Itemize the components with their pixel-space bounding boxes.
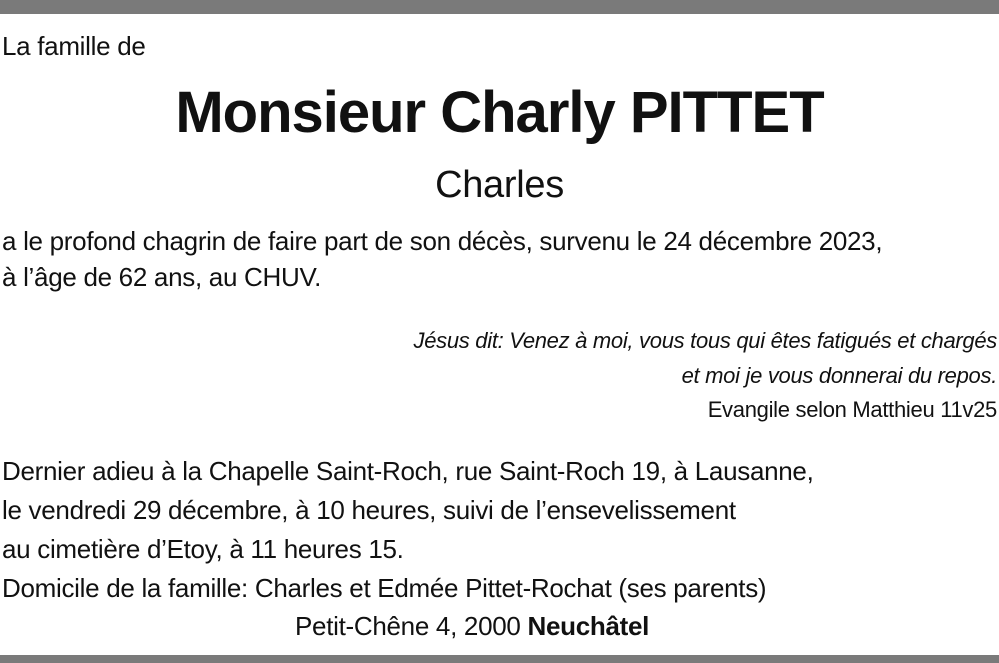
verse-source: Evangile selon Matthieu 11v25: [707, 397, 997, 422]
verse-line-2: et moi je vous donnerai du repos.: [681, 363, 997, 388]
deceased-nickname: Charles: [435, 164, 564, 206]
ceremony-line-2: le vendredi 29 décembre, à 10 heures, suivi de l’ensevelissement: [2, 495, 736, 525]
bottom-border: [0, 655, 999, 663]
domicile-address-line: [295, 611, 649, 641]
domicile-city: Neuchâtel: [527, 611, 650, 641]
top-border: [0, 0, 999, 14]
announcement-line-2: à l’âge de 62 ans, au CHUV.: [2, 262, 322, 292]
domicile-line: Domicile de la famille: Charles et Edmée Pittet-Rochat (ses parents): [2, 573, 767, 603]
announcement-line-1: a le profond chagrin de faire part de son décès, survenu le 24 décembre 2023,: [2, 226, 883, 256]
ceremony-line-1: Dernier adieu à la Chapelle Saint-Roch, rue Saint-Roch 19, à Lausanne,: [2, 456, 814, 486]
deceased-name: Monsieur Charly PITTET: [175, 80, 824, 145]
ceremony-line-3: au cimetière d’Etoy, à 11 heures 15.: [2, 534, 404, 564]
family-intro: La famille de: [2, 31, 146, 61]
domicile-address: Petit-Chêne 4, 2000: [295, 611, 521, 641]
verse-line-1: Jésus dit: Venez à moi, vous tous qui êtes fatigués et chargés: [413, 328, 997, 353]
